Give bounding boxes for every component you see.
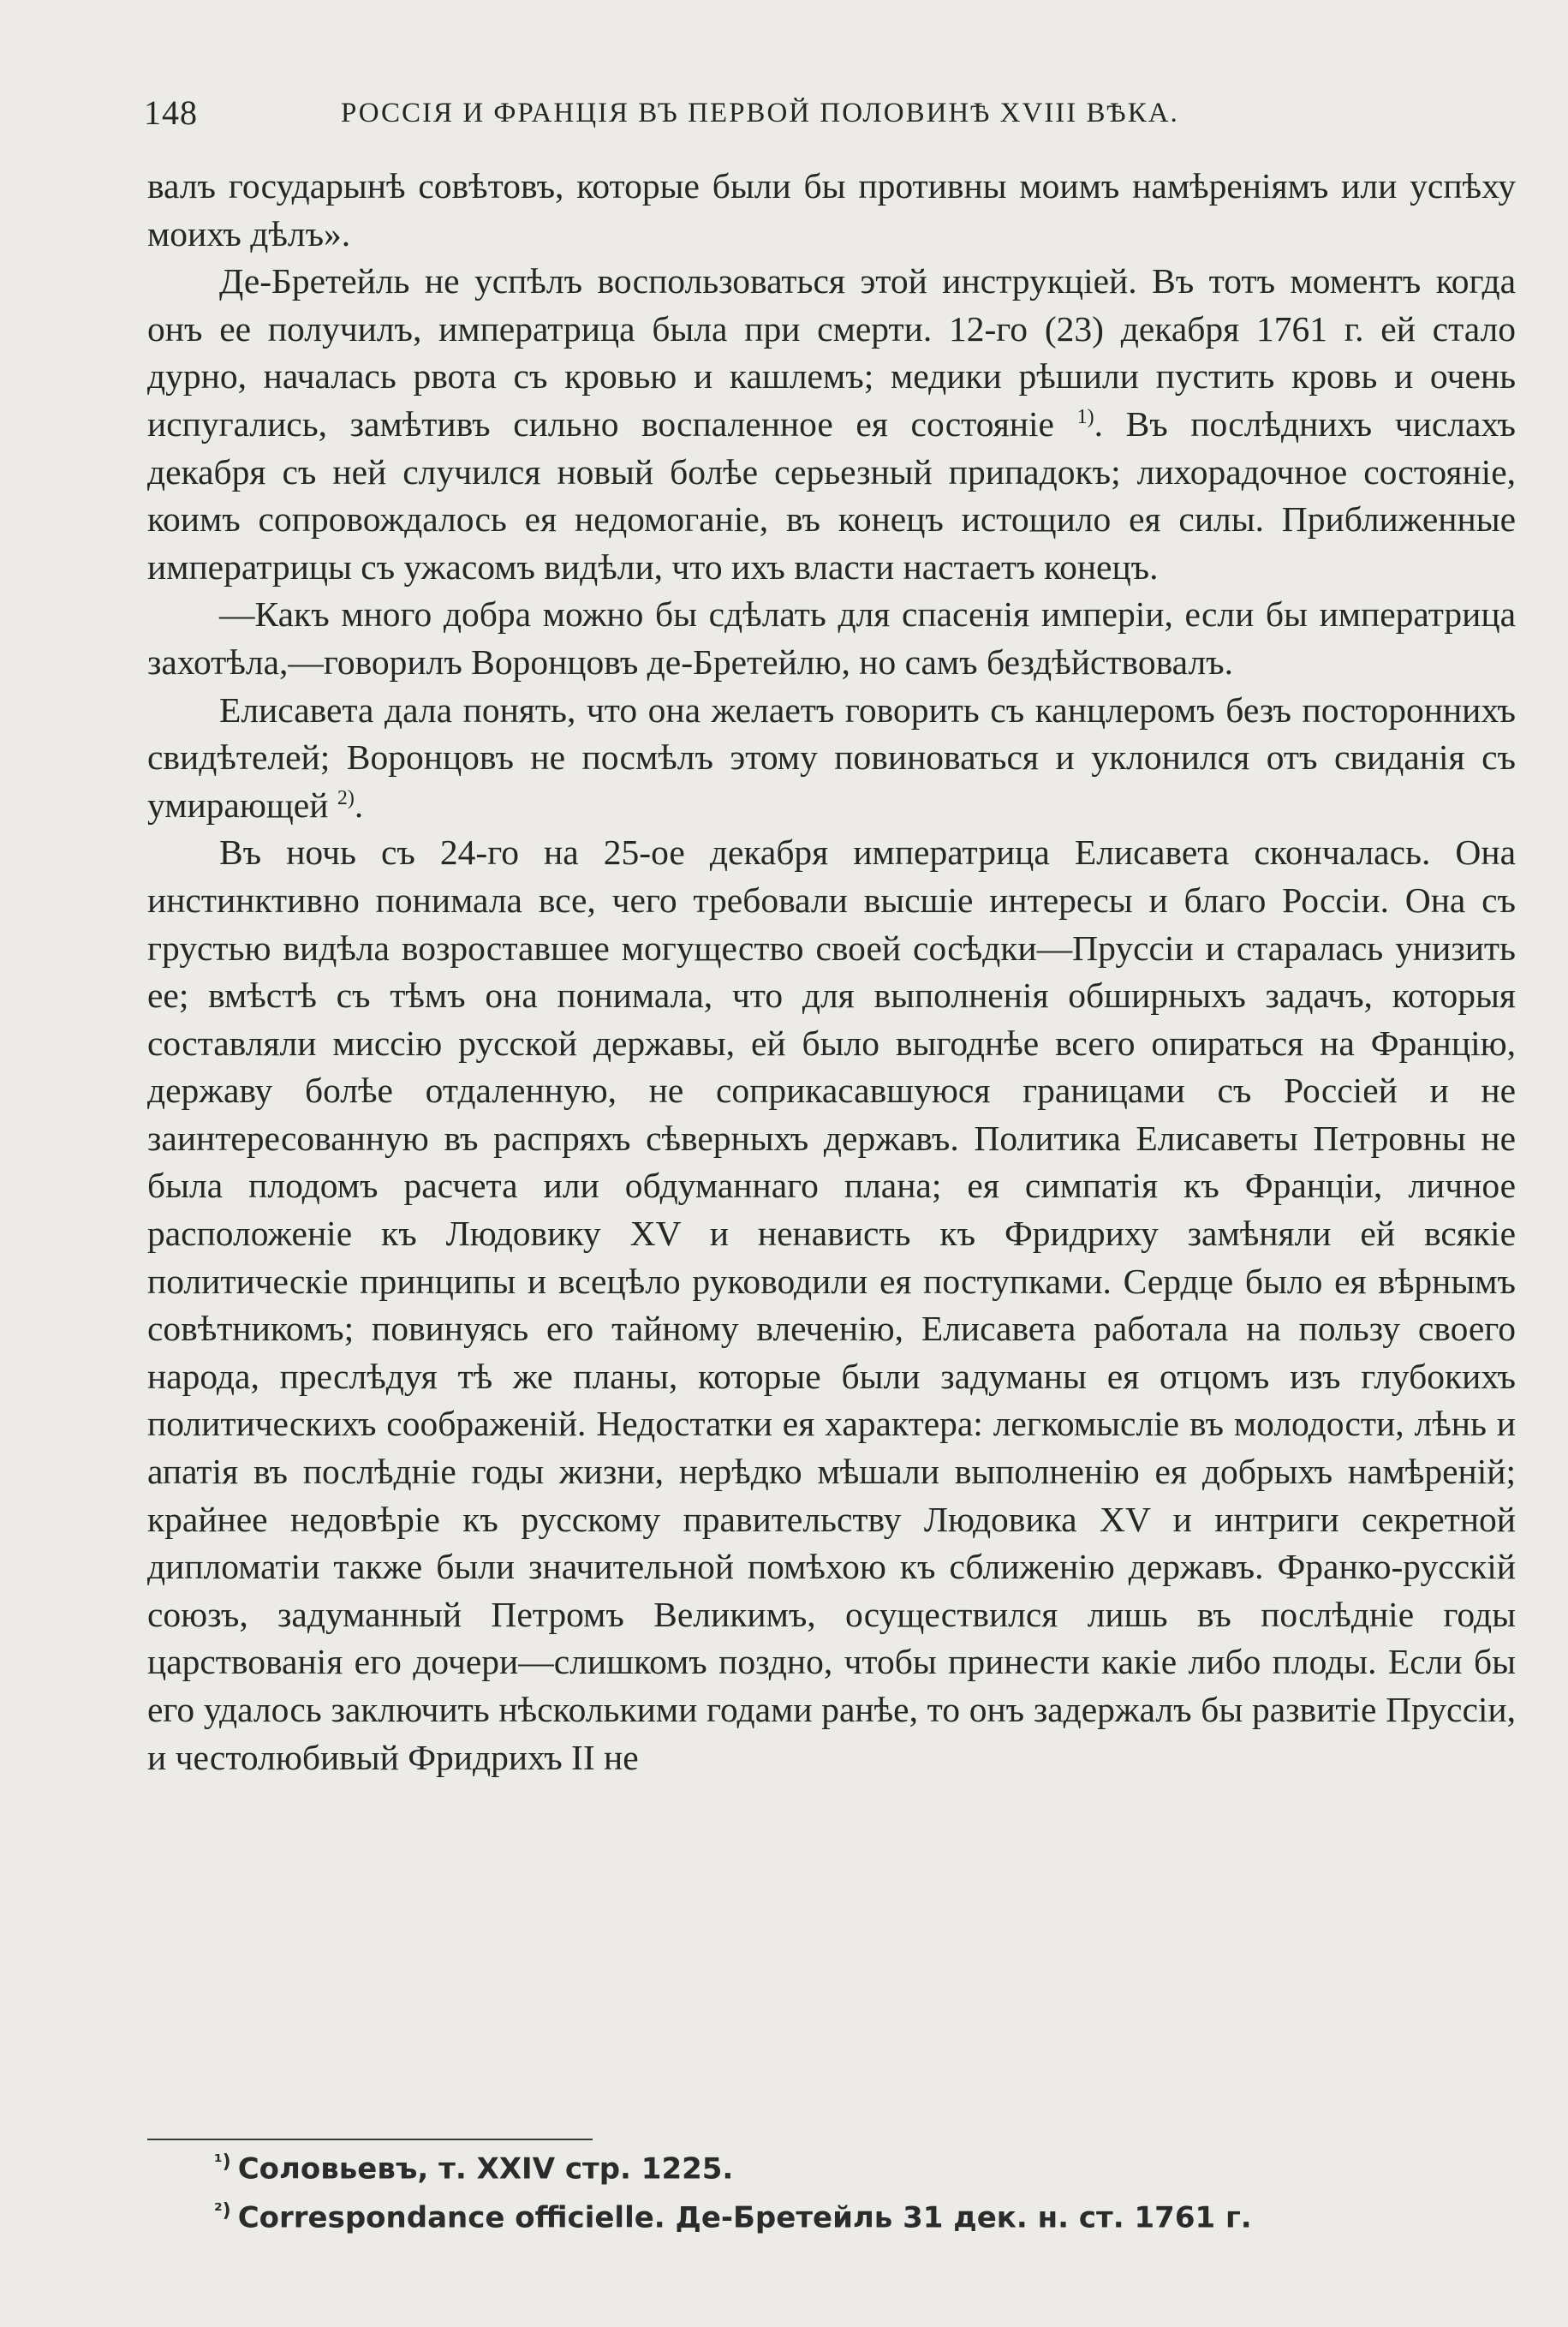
paragraph-chancellor	[147, 687, 1516, 830]
footnote-1	[214, 2141, 1499, 2190]
footnote-ref-1[interactable]: 1)	[1076, 406, 1094, 429]
running-head	[144, 92, 1514, 144]
paragraph-text: Де-Бретейль не успѣлъ воспользоваться этой инструкціей. Въ тотъ моментъ когда онъ ее получилъ, императрица была при смерти. 12-го (23) декабря 1761 г. ей стало дурно, началась рвота съ кровью и кашлемъ; медики рѣшили пустить кровь и очень испугались, замѣтивъ сильно воспаленное ея состояніе	[147, 261, 1516, 444]
running-title: РОССІЯ И ФРАНЦІЯ ВЪ ПЕРВОЙ ПОЛОВИНѢ XVIII ВѢКА.	[341, 98, 1179, 128]
footnote-mark: ¹)	[214, 2151, 231, 2173]
footnote-divider	[147, 2139, 593, 2140]
paragraph-quote-vorontsov	[147, 591, 1516, 686]
paragraph-death-of-elizabeth	[147, 829, 1516, 1781]
page-number: 148	[144, 93, 198, 132]
footnotes	[214, 2141, 1499, 2240]
paragraph-text: —Какъ много добра можно бы сдѣлать для спасенія имперіи, если бы императрица захотѣла,—говорилъ Воронцовъ де-Бретейлю, но самъ бездѣйствовалъ.	[147, 594, 1516, 682]
paragraph-illness	[147, 258, 1516, 591]
paragraph-text: .	[354, 785, 364, 825]
paragraph-text: Въ ночь съ 24-го на 25-ое декабря императрица Елисавета скончалась. Она инстинктивно понимала все, чего требовали высшіе интересы и благо Россіи. Она съ грустью видѣла возроставшее могущество своей сосѣдки—Пруссіи и старалась унизить ее; вмѣстѣ съ тѣмъ она понимала, что для выполненія обширныхъ задачъ, которыя составляли миссію русской державы, ей было выгоднѣе всего опираться на Францію, державу болѣе отдаленную, не соприкасавшуюся границами съ Россіей и не заинтересованную въ распряхъ сѣверныхъ державъ. Политика Елисаветы Петровны не была плодомъ расчета или обдуманнаго плана; ея симпатія къ Франціи, личное расположеніе къ Людовику XV и ненависть къ Фридриху замѣняли ей всякіе политическіе принципы и всецѣло руководили ея поступками. Сердце было ея вѣрнымъ совѣтникомъ; повинуясь его тайному влеченію, Елисавета работала на пользу своего народа, преслѣдуя тѣ же планы, которые были задуманы ея отцомъ изъ глубокихъ политическихъ соображеній. Недостатки ея характера: легкомысліе въ молодости, лѣнь и апатія въ послѣдніе годы жизни, нерѣдко мѣшали выполненію ея добрыхъ намѣреній; крайнее недовѣріе къ русскому правительству Людовика XV и интриги секретной дипломатіи также были значительной помѣхою къ сближенію державъ. Франко-русскій союзъ, задуманный Петромъ Великимъ, осуществился лишь въ послѣдніе годы царствованія его дочери—слишкомъ поздно, чтобы принести какіе либо плоды. Если бы его удалось заключить нѣсколькими годами ранѣе, то онъ задержалъ бы развитіе Пруссіи, и честолюбивый Фридрихъ II не	[147, 832, 1516, 1777]
footnote-text: Соловьевъ, т. XXIV стр. 1225.	[237, 2151, 734, 2187]
paragraph-continuation	[147, 163, 1516, 258]
body-text	[147, 163, 1516, 1781]
paragraph-text: Елисавета дала понять, что она желаетъ говорить съ канцлеромъ безъ постороннихъ свидѣтелей; Воронцовъ не посмѣлъ этому повиноваться и уклонился отъ свиданія съ умирающей	[147, 689, 1516, 825]
paragraph-text: валъ государынѣ совѣтовъ, которые были бы противны моимъ намѣреніямъ или успѣху моихъ дѣлъ».	[147, 166, 1516, 254]
paragraph-text: . Въ послѣднихъ числахъ декабря съ ней случился новый болѣе серьезный припадокъ; лихорадочное состояніе, коимъ сопровождалось ея недомоганіе, въ конецъ истощило ея силы. Приближенные императрицы съ ужасомъ видѣли, что ихъ власти настаетъ конецъ.	[147, 403, 1517, 587]
footnote-2	[214, 2190, 1499, 2239]
footnote-mark: ²)	[214, 2200, 231, 2223]
footnote-ref-2[interactable]: 2)	[337, 786, 355, 809]
footnote-text: Correspondance officielle. Де-Бретейль 31 дек. н. ст. 1761 г.	[237, 2200, 1252, 2235]
